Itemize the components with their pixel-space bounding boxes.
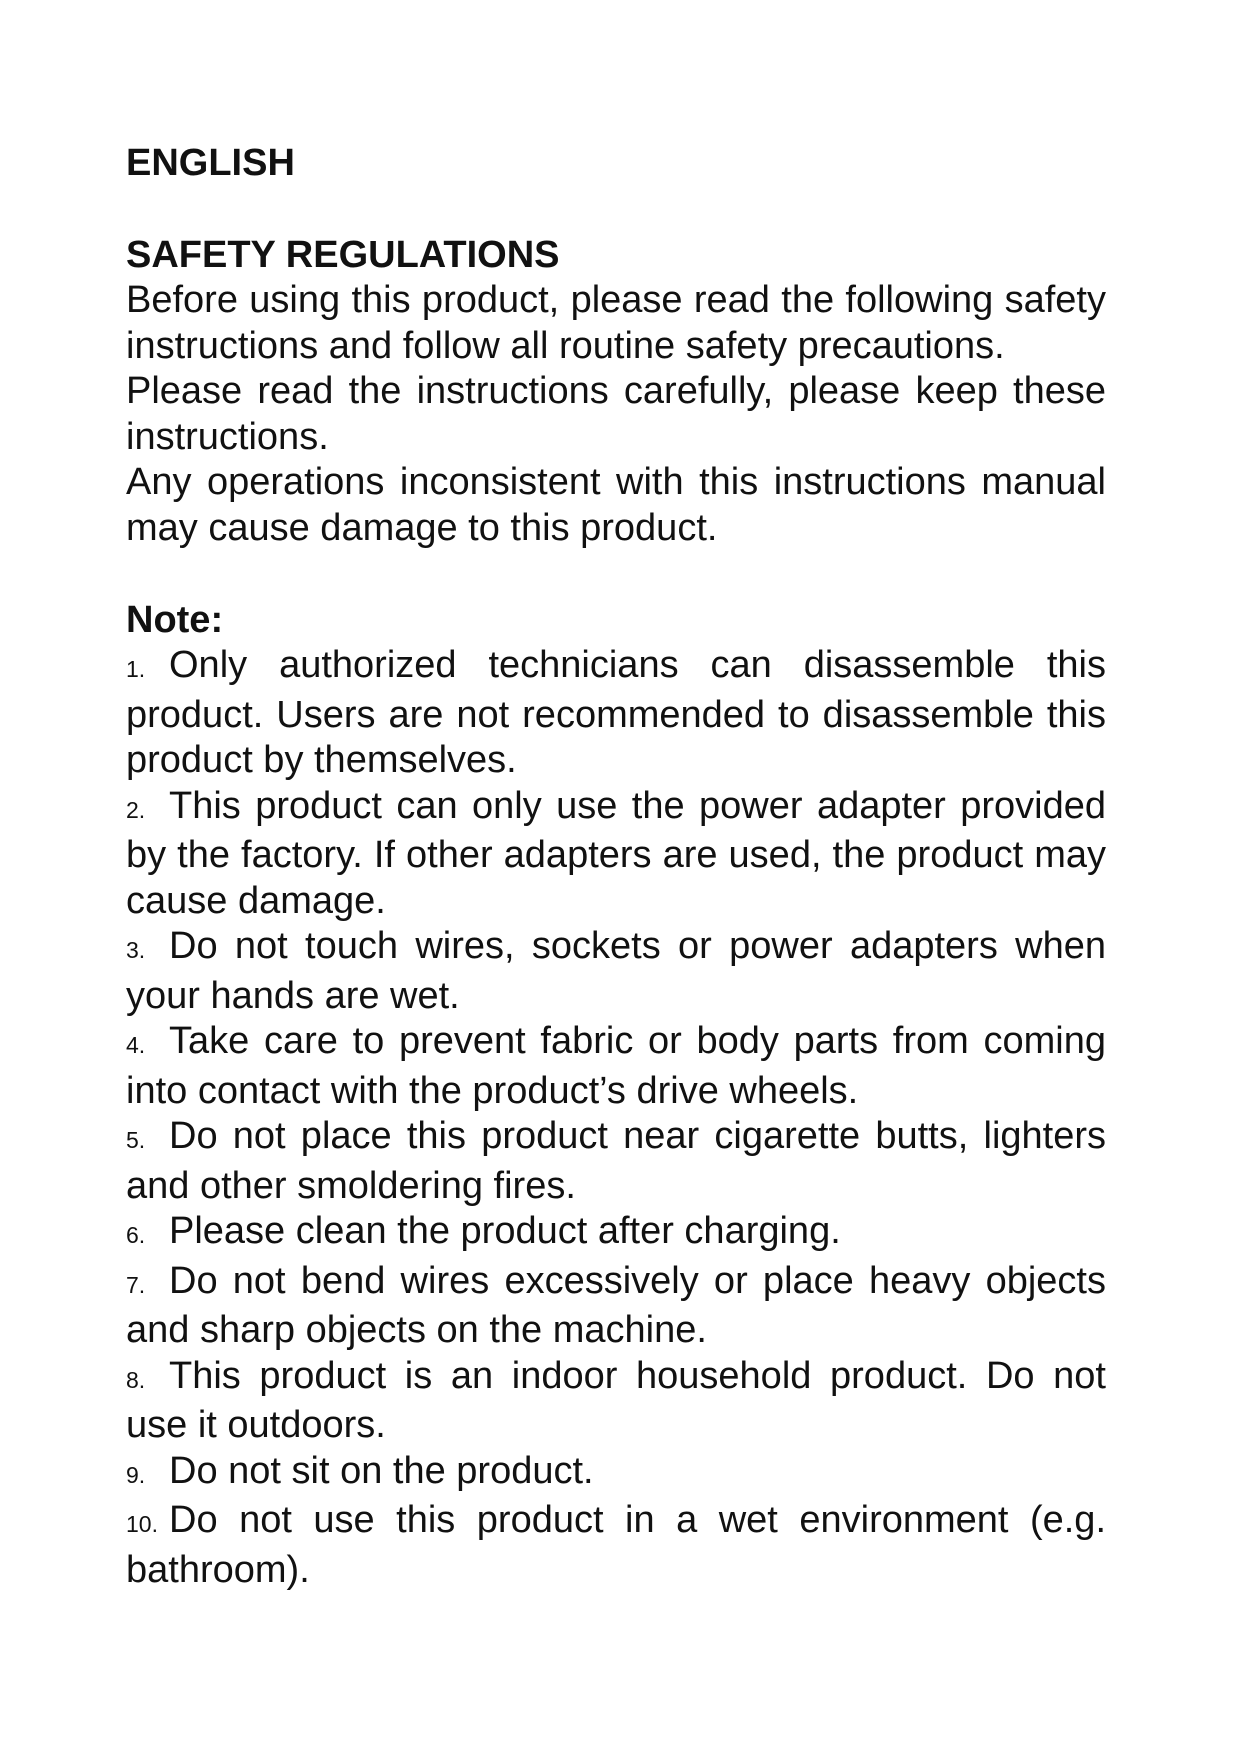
intro-paragraph: Please read the instructions carefully, please keep these instructions. — [126, 370, 1106, 458]
item-number: 9. — [126, 1461, 146, 1488]
item-number: 10. — [126, 1511, 158, 1537]
list-item — [126, 1354, 1106, 1449]
list-item — [126, 1209, 1106, 1259]
list-item — [126, 1019, 1106, 1114]
list-item — [126, 784, 1106, 925]
item-text: Do not bend wires excessively or place heavy objects and sharp objects on the machine. — [126, 1259, 1106, 1351]
item-number: 1. — [126, 656, 146, 682]
item-number: 4. — [126, 1032, 146, 1058]
list-item — [126, 924, 1106, 1019]
item-text: Please clean the product after charging. — [169, 1210, 841, 1252]
item-text: Take care to prevent fabric or body parts from coming into contact with the product’s drive wheels. — [126, 1020, 1106, 1112]
section-title: SAFETY REGULATIONS — [126, 234, 560, 276]
item-number: 7. — [126, 1271, 146, 1298]
list-item — [126, 1114, 1106, 1209]
list-item — [126, 1259, 1106, 1354]
notes-list — [126, 643, 1106, 1593]
list-item — [126, 643, 1106, 784]
note-title: Note: — [126, 599, 224, 641]
item-text: Do not place this product near cigarette butts, lighters and other smoldering fires. — [126, 1115, 1106, 1207]
item-number: 3. — [126, 937, 146, 963]
intro-paragraph: Before using this product, please read the following safety instructions and follow all routine safety precautions. — [126, 279, 1106, 367]
list-item — [126, 1449, 1106, 1499]
item-number: 6. — [126, 1222, 146, 1248]
item-text: This product can only use the power adapter provided by the factory. If other adapters are used, the product may cause damage. — [126, 784, 1106, 922]
item-text: This product is an indoor household product. Do not use it outdoors. — [126, 1354, 1106, 1446]
language-heading: ENGLISH — [126, 142, 295, 184]
item-number: 5. — [126, 1127, 146, 1153]
item-text: Do not use this product in a wet environment (e.g. bathroom). — [126, 1499, 1106, 1591]
item-text: Only authorized technicians can disassemble this product. Users are not recommended to disassemble this product by themselves. — [126, 644, 1106, 781]
item-text: Do not sit on the product. — [169, 1449, 594, 1492]
item-text: Do not touch wires, sockets or power adapters when your hands are wet. — [126, 925, 1106, 1017]
intro-paragraph: Any operations inconsistent with this instructions manual may cause damage to this product. — [126, 461, 1106, 549]
item-number: 2. — [126, 796, 146, 823]
item-number: 8. — [126, 1366, 146, 1393]
document-page — [126, 140, 1106, 1593]
list-item — [126, 1498, 1106, 1593]
